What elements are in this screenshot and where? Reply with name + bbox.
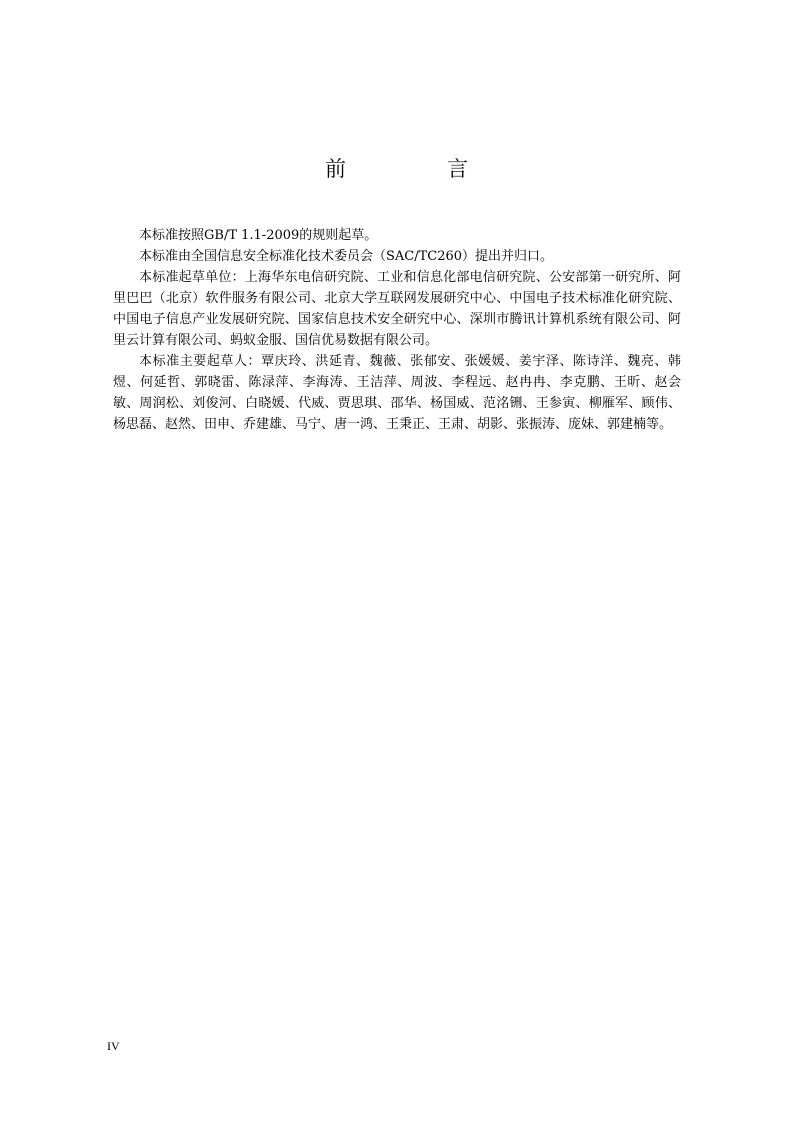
- paragraph-drafting-rules: 本标准按照GB/T 1.1-2009的规则起草。: [139, 228, 378, 243]
- preface-body: [113, 225, 681, 435]
- page-title: 前 言: [325, 157, 508, 181]
- paragraph-drafters: 本标准主要起草人：覃庆玲、洪延青、魏薇、张郁安、张媛媛、姜宇泽、陈诗洋、魏亮、韩煜、何延哲、郭晓雷、陈渌萍、李海涛、王洁萍、周波、李程远、赵冉冉、李克鹏、王昕、赵会敏、周润松、刘俊河、白晓媛、代威、贾思琪、邵华、杨国威、范洺铏、王参寅、柳雁军、顾伟、杨思磊、赵然、田申、乔建雄、马宁、唐一鸿、王秉正、王肃、胡影、张振涛、庞妹、郭建楠等。: [113, 354, 681, 432]
- page-number: IV: [107, 1039, 120, 1053]
- paragraph-committee: 本标准由全国信息安全标准化技术委员会（SAC/TC260）提出并归口。: [139, 249, 554, 264]
- paragraph-drafting-units: 本标准起草单位：上海华东电信研究院、工业和信息化部电信研究院、公安部第一研究所、阿里巴巴（北京）软件服务有限公司、北京大学互联网发展研究中心、中国电子技术标准化研究院、中国电子信息产业发展研究院、国家信息技术安全研究中心、深圳市腾讯计算机系统有限公司、阿里云计算有限公司、蚂蚁金服、国信优易数据有限公司。: [113, 270, 681, 348]
